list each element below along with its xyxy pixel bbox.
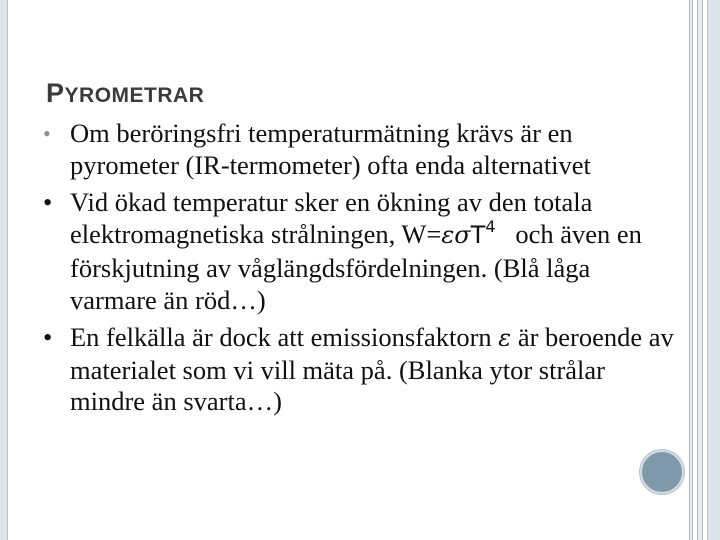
decorative-circle (640, 450, 684, 494)
slide-title-initial: P (46, 78, 65, 108)
bullet-dot-icon: • (43, 121, 51, 146)
formula-exponent: 4 (485, 216, 496, 236)
right-frame-border (707, 0, 720, 540)
slide-title (46, 78, 204, 109)
bullet-text-continued: och även en förskjutning av våglängdsfördelningen. (Blå låga varmare än röd…) (70, 218, 642, 315)
bullet-item (42, 118, 682, 181)
bullet-item (42, 322, 682, 418)
bullet-text: Vid ökad temperatur sker en ökning av den totala elektromagnetiska strålningen, W= (70, 187, 593, 249)
left-frame-border (0, 0, 8, 540)
bullet-item (42, 187, 682, 316)
slide-title-rest: YROMETRAR (64, 84, 205, 107)
formula-eps-sigma: εσ (441, 220, 471, 249)
right-frame-stripe (697, 0, 703, 540)
epsilon-symbol: ε (498, 324, 512, 352)
slide-body (42, 118, 682, 424)
bullet-text: Om beröringsfri temperaturmätning krävs är en pyrometer (IR-termometer) ofta enda alternativet (70, 118, 591, 180)
right-frame-stripe (689, 0, 693, 540)
bullet-text-continued: är beroende av materialet som vi vill mäta på. (Blanka ytor strålar mindre än svarta…) (70, 322, 674, 416)
bullet-dot-icon: • (43, 187, 53, 217)
bullet-dot-icon: • (43, 322, 53, 352)
formula-t: T (470, 220, 486, 249)
bullet-text: En felkälla är dock att emissionsfaktorn (70, 322, 499, 352)
